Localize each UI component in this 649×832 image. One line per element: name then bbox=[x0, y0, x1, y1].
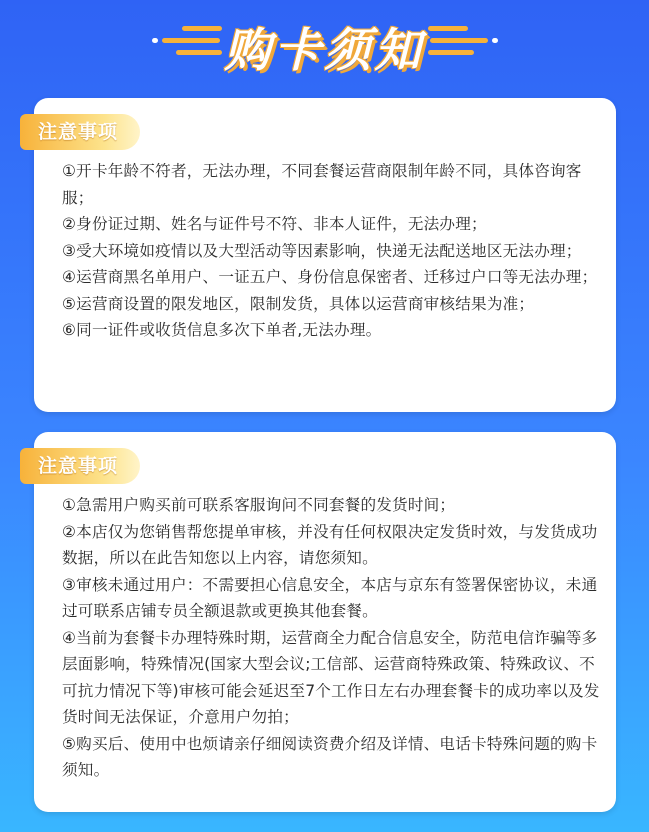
notice-list bbox=[62, 158, 608, 344]
notice-card-2 bbox=[34, 432, 616, 812]
section-tag: 注意事项 bbox=[20, 448, 140, 484]
list-item: ⑤运营商设置的限发地区，限制发货，具体以运营商审核结果为准； bbox=[62, 294, 535, 313]
list-item: ⑥同一证件或收货信息多次下单者,无法办理。 bbox=[62, 321, 382, 339]
list-item: ④运营商黑名单用户、一证五户、身份信息保密者、迁移过户口等无法办理； bbox=[62, 268, 598, 286]
list-item: ②本店仅为您销售帮您提单审核，并没有任何权限决定发货时效，与发货成功数据，所以在此告知您以上内容，请您须知。 bbox=[62, 522, 598, 567]
list-item: ③审核未通过用户：不需要担心信息安全，本店与京东有签署保密协议，未通过可联系店铺专员全额退款或更换其他套餐。 bbox=[62, 575, 598, 620]
list-item: ③受大环境如疫情以及大型活动等因素影响，快递无法配送地区无法办理； bbox=[62, 241, 582, 260]
list-item: ⑤购买后、使用中也烦请亲仔细阅读资费介绍及详情、电话卡特殊问题的购卡须知。 bbox=[62, 734, 598, 779]
list-item: ④当前为套餐卡办理特殊时期，运营商全力配合信息安全，防范电信诈骗等多层面影响，特殊情况(国家大型会议;工信部、运营商特殊政策、特殊政议、不可抗力情况下等)审核可能会延迟至7个工作日左右办理套餐卡的成功率以及发货时间无法保证，介意用户勿拍； bbox=[62, 628, 600, 726]
notice-list bbox=[62, 492, 608, 784]
page-title: 购卡须知 bbox=[224, 23, 425, 77]
decorative-lines-right bbox=[428, 26, 498, 66]
list-item: ①开卡年龄不符者，无法办理，不同套餐运营商限制年龄不同，具体咨询客服； bbox=[62, 162, 582, 207]
header bbox=[0, 0, 649, 95]
list-item: ②身份证过期、姓名与证件号不符、非本人证件，无法办理； bbox=[62, 215, 487, 233]
list-item: ①急需用户购买前可联系客服询问不同套餐的发货时间； bbox=[62, 496, 456, 514]
notice-card-1 bbox=[34, 98, 616, 412]
section-tag: 注意事项 bbox=[20, 114, 140, 150]
